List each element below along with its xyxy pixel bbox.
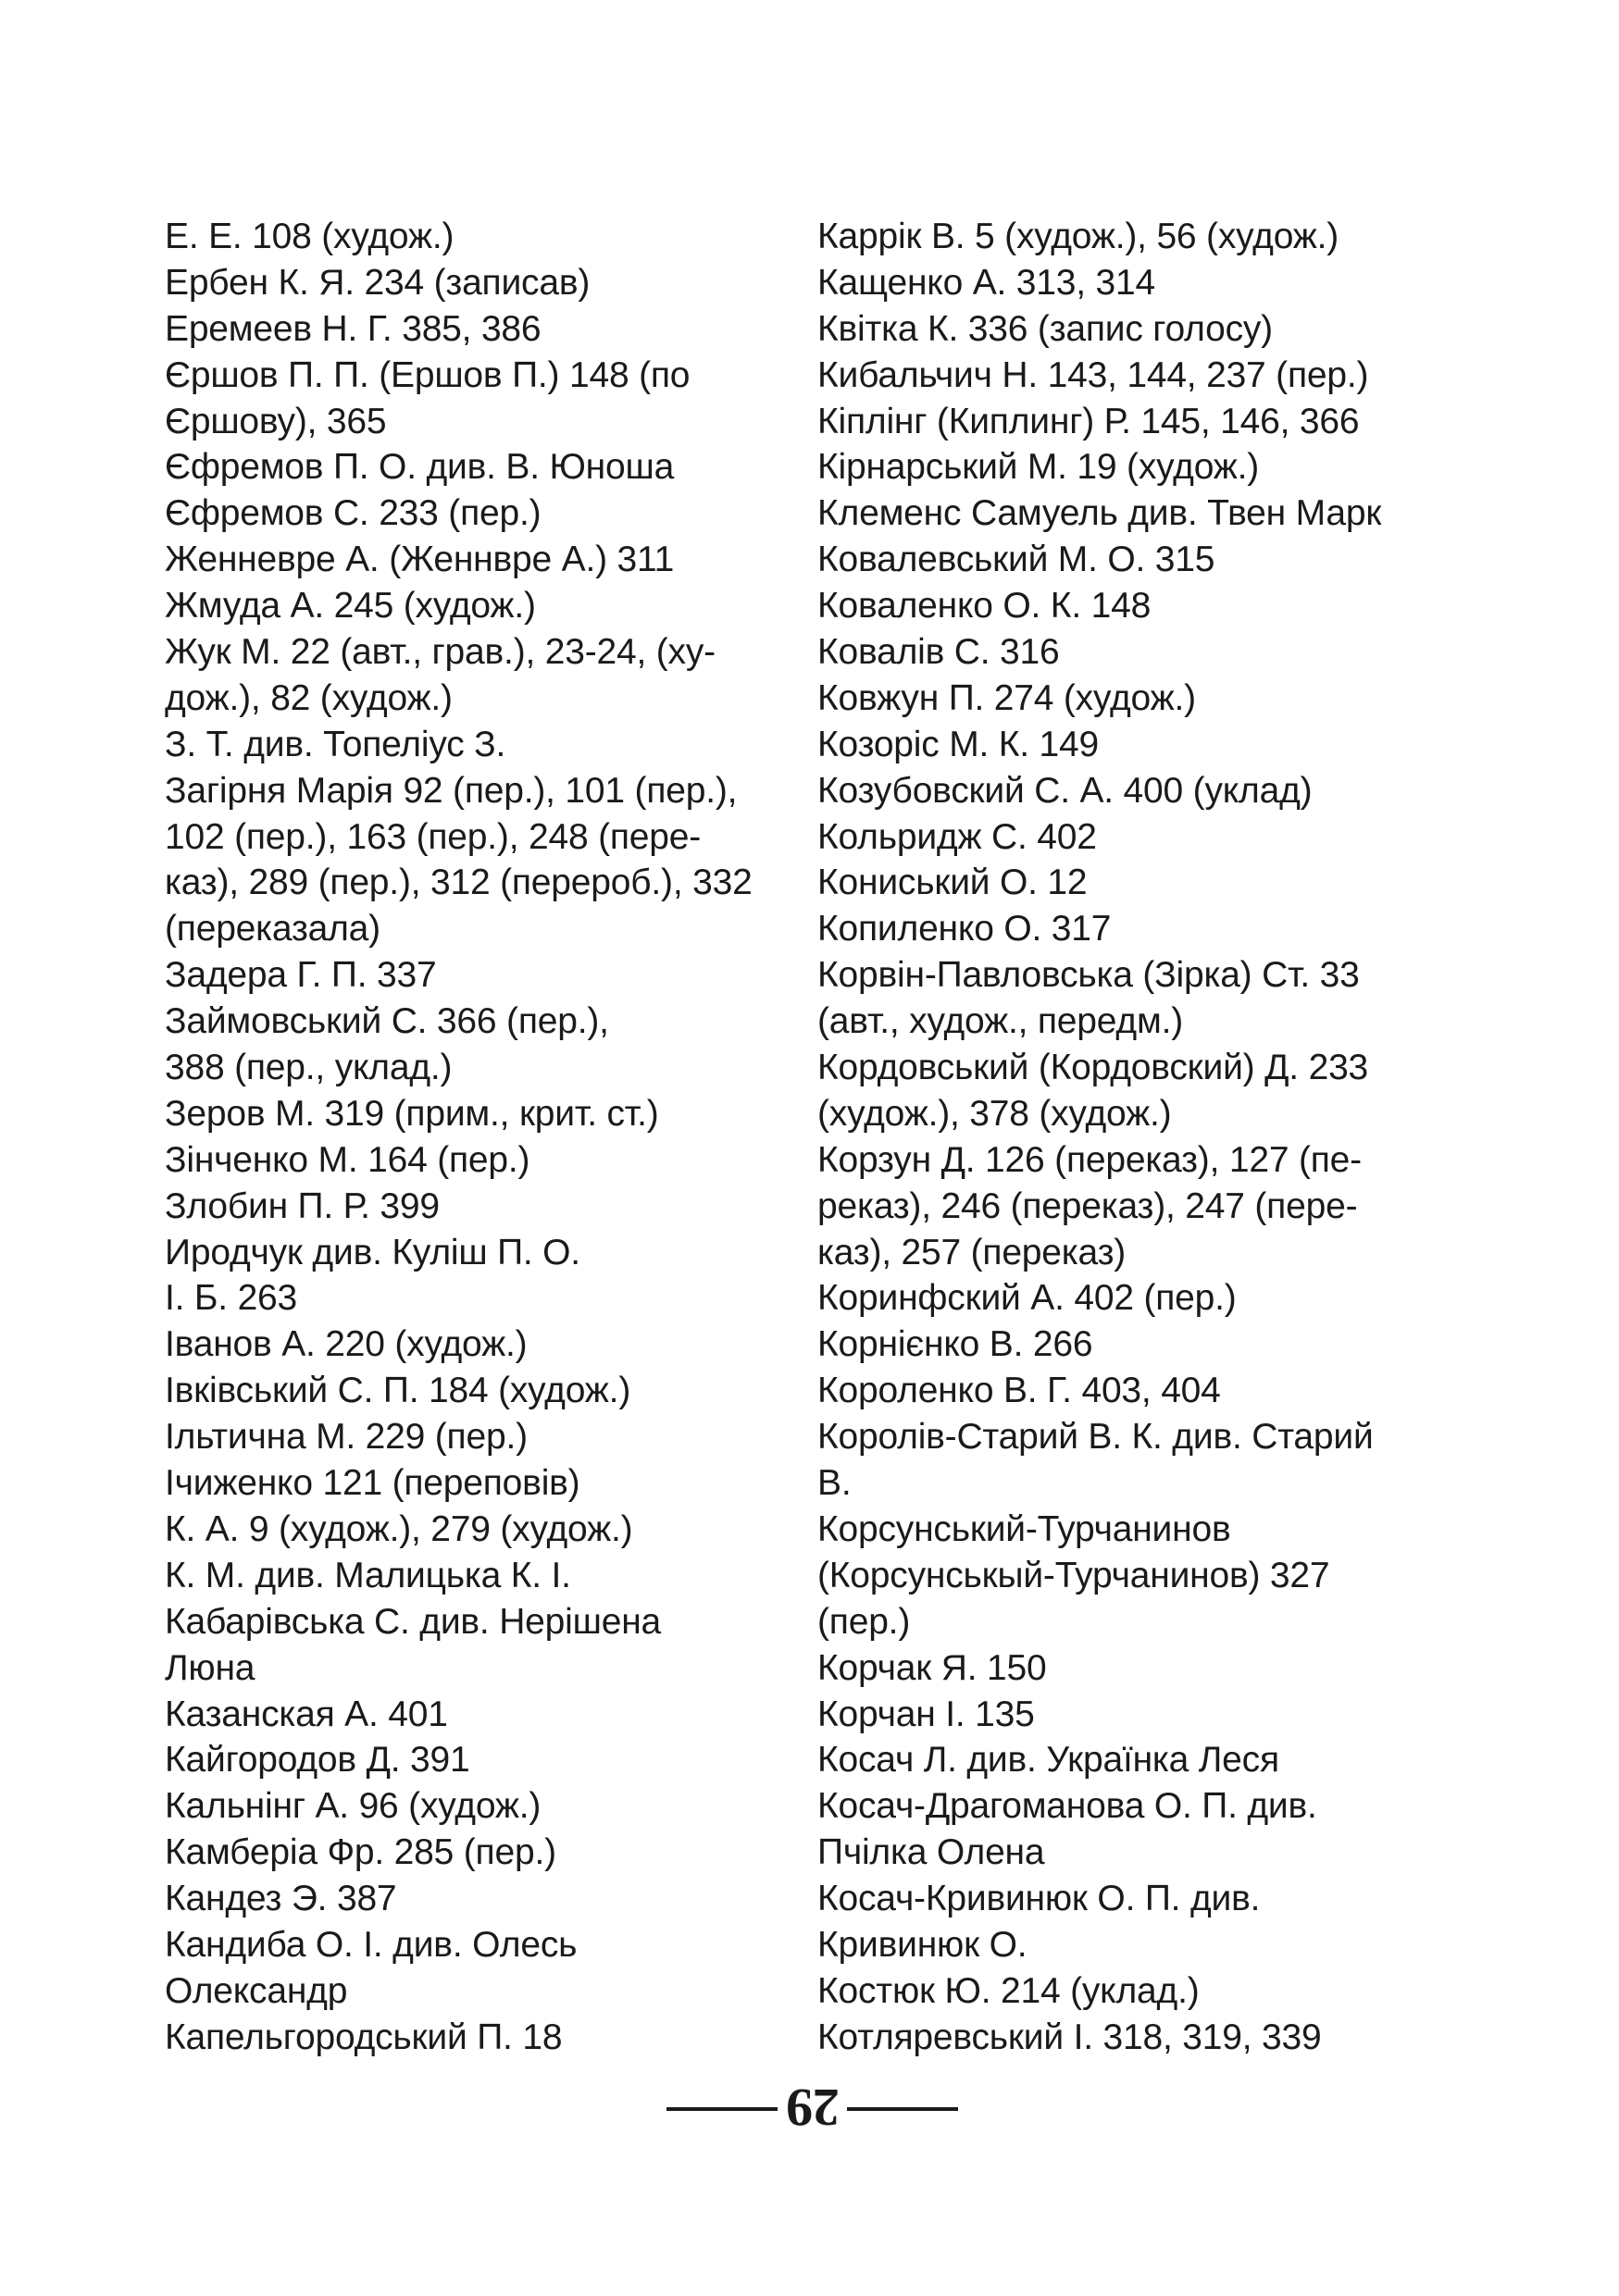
index-line: (переказала)	[165, 909, 380, 949]
index-line: Коваленко О. К. 148	[817, 586, 1152, 627]
index-line: Ербен К. Я. 234 (записав)	[165, 262, 591, 303]
index-line: Займовський С. 366 (пер.),	[165, 1001, 609, 1042]
index-line: каз), 257 (переказ)	[817, 1232, 1127, 1272]
index-line: Іванов А. 220 (худож.)	[165, 1324, 528, 1365]
index-line: Кабарівська С. див. Нерішена	[165, 1601, 662, 1642]
index-line: Кіплінг (Киплинг) Р. 145, 146, 366	[817, 401, 1360, 441]
index-line: Люна	[165, 1647, 255, 1688]
index-line: Ільтична М. 229 (пер.)	[165, 1417, 528, 1458]
index-line: Зеров М. 319 (прим., крит. ст.)	[165, 1093, 659, 1134]
index-line: Івківський С. П. 184 (худож.)	[165, 1371, 631, 1411]
index-line: Кальнінг А. 96 (худож.)	[165, 1786, 542, 1827]
index-line: Кониський О. 12	[817, 863, 1088, 903]
index-line: Копиленко О. 317	[817, 909, 1112, 949]
index-line: К. А. 9 (худож.), 279 (худож.)	[165, 1508, 633, 1549]
index-line: дож.), 82 (худож.)	[165, 677, 453, 718]
index-line: (худож.), 378 (худож.)	[817, 1093, 1172, 1134]
index-line: (авт., худож., передм.)	[817, 1001, 1184, 1042]
index-line: Корвін-Павловська (Зірка) Ст. 33	[817, 955, 1360, 996]
index-line: Кибальчич Н. 143, 144, 237 (пер.)	[817, 354, 1369, 395]
index-line: 388 (пер., уклад.)	[165, 1048, 453, 1088]
index-line: Квітка К. 336 (запис голосу)	[817, 308, 1273, 349]
index-line: Женневре А. (Женнвре А.) 311	[165, 540, 675, 580]
index-line: Королів-Старий В. К. див. Старий	[817, 1417, 1374, 1458]
index-line: Злобин П. Р. 399	[165, 1185, 440, 1226]
footer-rule-left	[666, 2107, 778, 2111]
index-line: Кривинюк О.	[817, 1924, 1027, 1965]
index-line: Корчан І. 135	[817, 1694, 1035, 1734]
page-number: 29	[786, 2078, 840, 2138]
page-footer	[0, 2075, 1619, 2140]
index-line: Кандиба О. І. див. Олесь	[165, 1924, 578, 1965]
index-line: К. М. див. Малицька К. І.	[165, 1555, 571, 1595]
index-line: Косач-Драгоманова О. П. див.	[817, 1786, 1317, 1827]
index-line: Ковалевський М. О. 315	[817, 540, 1215, 580]
index-line: Козоріс М. К. 149	[817, 724, 1100, 764]
left-index-column	[165, 214, 803, 2061]
index-line: Кащенко А. 313, 314	[817, 262, 1156, 303]
index-line: (пер.)	[817, 1601, 911, 1642]
index-line: Єршову), 365	[165, 401, 387, 441]
index-line: Корнієнко В. 266	[817, 1324, 1093, 1365]
index-line: Жмуда А. 245 (худож.)	[165, 586, 536, 627]
index-line: Ковалів С. 316	[817, 632, 1060, 673]
index-line: Кандез Э. 387	[165, 1879, 397, 1919]
index-line: Кірнарський М. 19 (худож.)	[817, 447, 1260, 488]
index-line: Косач Л. див. Українка Леся	[817, 1740, 1279, 1781]
index-line: Корсунський-Турчанинов	[817, 1508, 1231, 1549]
index-line: Клеменс Самуель див. Твен Марк	[817, 493, 1382, 534]
index-line: Кордовський (Кордовский) Д. 233	[817, 1048, 1369, 1088]
index-line: 102 (пер.), 163 (пер.), 248 (пере-	[165, 816, 702, 857]
index-line: Ічиженко 121 (переповів)	[165, 1463, 580, 1504]
index-line: Єфремов П. О. див. В. Юноша	[165, 447, 675, 488]
index-line: Корзун Д. 126 (переказ), 127 (пе-	[817, 1139, 1362, 1180]
index-line: Коринфский А. 402 (пер.)	[817, 1278, 1237, 1319]
index-line: Каррік В. 5 (худож.), 56 (худож.)	[817, 217, 1339, 256]
index-line: Кайгородов Д. 391	[165, 1740, 470, 1781]
right-index-column	[817, 214, 1465, 2061]
index-line: Єршов П. П. (Ершов П.) 148 (по	[165, 354, 691, 395]
index-line: Єфремов С. 233 (пер.)	[165, 493, 542, 534]
footer-rule-right	[847, 2107, 958, 2111]
index-line: Зінченко М. 164 (пер.)	[165, 1139, 530, 1180]
index-line: І. Б. 263	[165, 1278, 298, 1319]
index-line: Ковжун П. 274 (худож.)	[817, 677, 1196, 718]
index-line: Жук М. 22 (авт., грав.), 23-24, (ху-	[165, 632, 716, 673]
index-line: Котляревський І. 318, 319, 339	[817, 2017, 1322, 2057]
index-line: Е. Е. 108 (худож.)	[165, 217, 455, 256]
index-line: Загірня Марія 92 (пер.), 101 (пер.),	[165, 770, 738, 811]
index-line: Иродчук див. Куліш П. О.	[165, 1232, 580, 1272]
index-line: Пчілка Олена	[817, 1832, 1045, 1873]
index-line: Камберіа Фр. 285 (пер.)	[165, 1832, 556, 1873]
index-line: Капельгородський П. 18	[165, 2017, 563, 2057]
index-line: Казанская А. 401	[165, 1694, 448, 1734]
index-line: Костюк Ю. 214 (уклад.)	[817, 1970, 1200, 2011]
index-line: Задера Г. П. 337	[165, 955, 437, 996]
index-line: Косач-Кривинюк О. П. див.	[817, 1879, 1261, 1919]
index-line: Олександр	[165, 1970, 348, 2011]
index-line: Кольридж С. 402	[817, 816, 1097, 857]
index-line: Корчак Я. 150	[817, 1647, 1047, 1688]
index-line: (Корсунськый-Турчанинов) 327	[817, 1555, 1330, 1595]
index-line: Козубовский С. А. 400 (уклад)	[817, 770, 1313, 811]
index-line: В.	[817, 1463, 852, 1504]
index-line: Короленко В. Г. 403, 404	[817, 1371, 1221, 1411]
index-line: З. Т. див. Топеліус З.	[165, 724, 506, 764]
index-line: каз), 289 (пер.), 312 (перероб.), 332	[165, 863, 753, 903]
index-line: Еремеев Н. Г. 385, 386	[165, 308, 542, 349]
index-line: реказ), 246 (переказ), 247 (пере-	[817, 1185, 1358, 1226]
